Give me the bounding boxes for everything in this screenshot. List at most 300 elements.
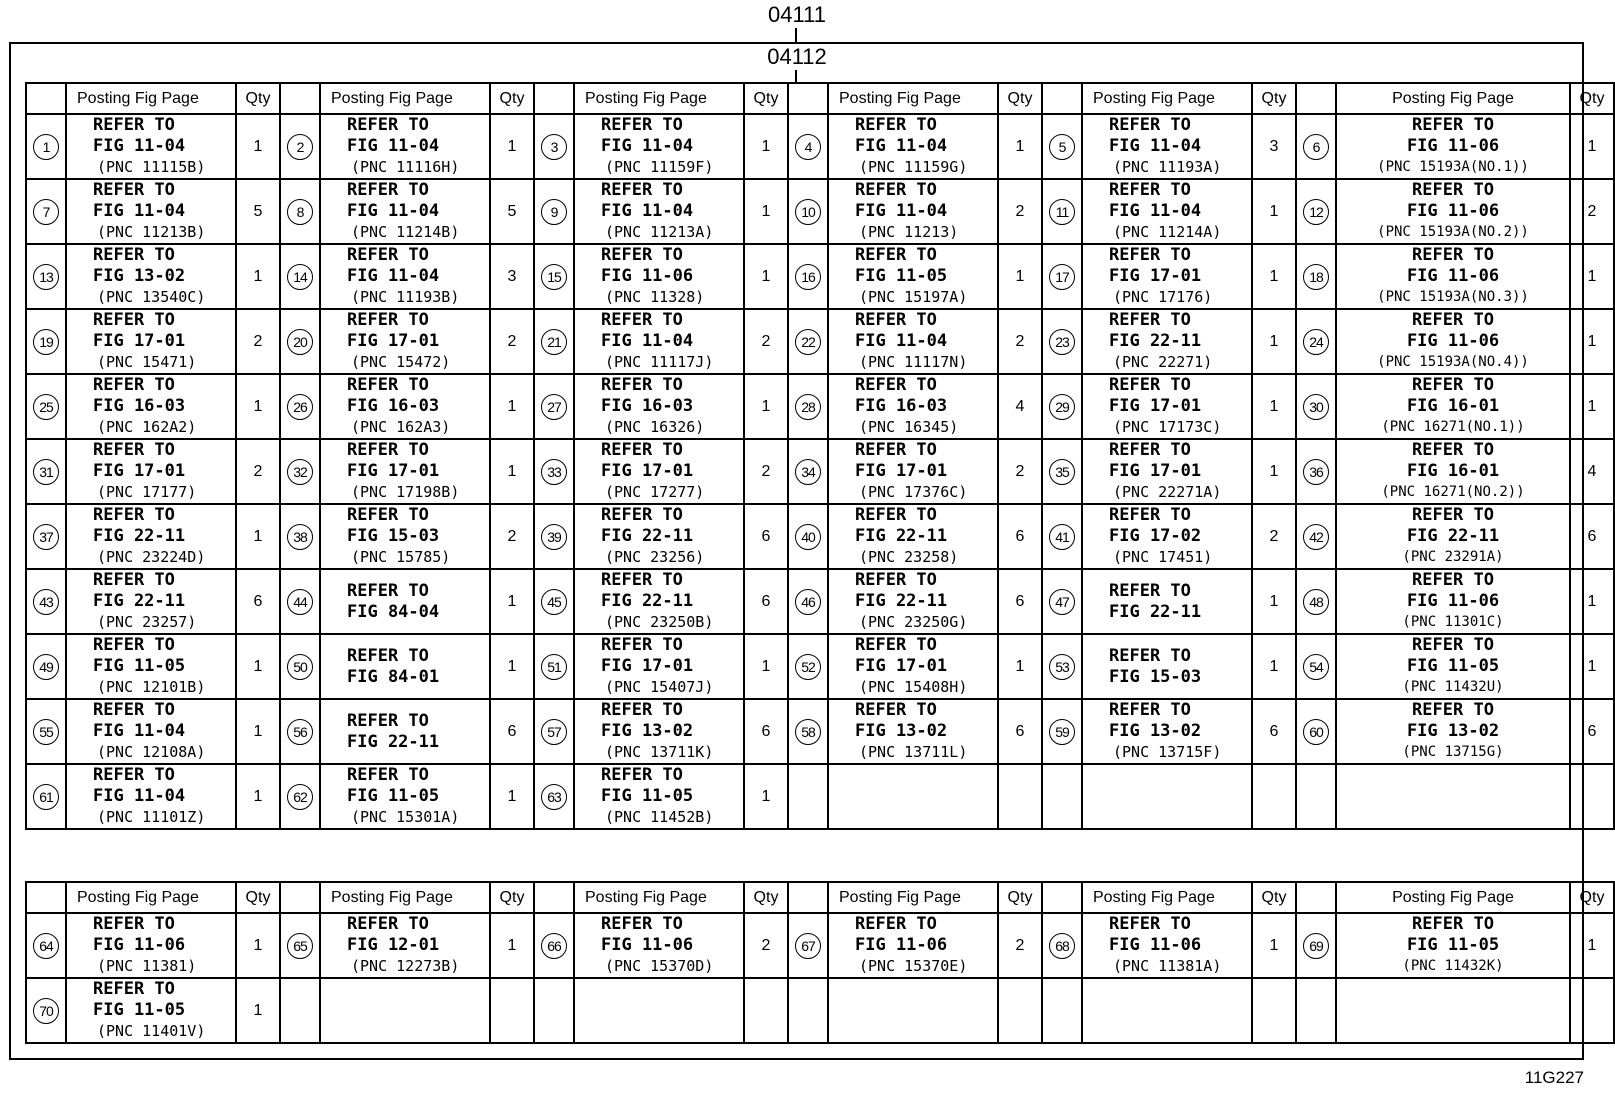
refer-to-label: REFER TO (1109, 375, 1191, 395)
fig-page-ref: FIG 11-05 (93, 1000, 186, 1020)
refer-to-label: REFER TO (347, 765, 429, 785)
fig-page-ref: FIG 16-03 (855, 396, 948, 416)
qty-value: 4 (1587, 462, 1597, 480)
qty-value: 1 (1587, 332, 1597, 350)
item-number-cell (1042, 504, 1082, 569)
fig-page-ref: FIG 11-06 (1406, 331, 1500, 351)
qty-value: 1 (1587, 657, 1597, 675)
item-number: 34 (795, 459, 821, 485)
pnc-code: (PNC 11213) (859, 223, 959, 241)
qty-cell (998, 634, 1042, 699)
qty-value: 1 (507, 936, 517, 954)
item-number: 44 (287, 589, 313, 615)
qty-value: 1 (761, 787, 771, 805)
header-posting: Posting Fig Page (828, 83, 998, 114)
posting-cell (574, 374, 744, 439)
item-number: 12 (1303, 199, 1329, 225)
figure-id: 11G227 (1524, 1068, 1584, 1087)
posting-cell (66, 439, 236, 504)
refer-to-label: REFER TO (1412, 245, 1494, 265)
qty-value: 3 (1269, 137, 1279, 155)
fig-page-ref: FIG 13-02 (601, 721, 694, 741)
refer-to-label: REFER TO (347, 375, 429, 395)
qty-cell (490, 699, 534, 764)
pnc-code: (PNC 11401V) (97, 1022, 206, 1040)
qty-value: 1 (253, 657, 263, 675)
refer-to-label: REFER TO (601, 375, 683, 395)
fig-page-ref: FIG 17-01 (93, 461, 186, 481)
refer-to-label: REFER TO (347, 115, 429, 135)
refer-to-label: REFER TO (1109, 115, 1191, 135)
qty-cell (998, 114, 1042, 179)
qty-value: 1 (253, 527, 263, 545)
pnc-code: (PNC 11452B) (605, 808, 714, 826)
qty-cell (1252, 978, 1296, 1043)
item-number-cell (280, 978, 320, 1043)
qty-cell (1252, 764, 1296, 829)
refer-to-label: REFER TO (855, 245, 937, 265)
qty-cell (744, 764, 788, 829)
item-number-cell (1296, 764, 1336, 829)
pnc-code: (PNC 15193A(NO.1)) (1377, 159, 1529, 175)
fig-page-ref: FIG 11-04 (855, 331, 948, 351)
refer-to-label: REFER TO (347, 245, 429, 265)
item-number-cell (534, 374, 574, 439)
item-number: 70 (33, 998, 59, 1024)
posting-cell (574, 699, 744, 764)
posting-cell (320, 244, 490, 309)
item-number: 6 (1303, 134, 1329, 160)
qty-cell (490, 634, 534, 699)
item-number: 2 (287, 134, 313, 160)
posting-cell (574, 244, 744, 309)
pnc-code: (PNC 11381) (97, 957, 197, 975)
fig-page-ref: FIG 22-11 (1109, 331, 1202, 351)
item-number: 47 (1049, 589, 1075, 615)
fig-page-ref: FIG 17-01 (1109, 266, 1202, 286)
fig-page-ref: FIG 22-11 (1109, 601, 1202, 622)
item-number-cell (788, 504, 828, 569)
pnc-code: (PNC 22271A) (1113, 483, 1222, 501)
fig-page-ref: FIG 11-04 (855, 136, 948, 156)
refer-to-label: REFER TO (855, 180, 937, 200)
pnc-code: (PNC 15408H) (859, 678, 968, 696)
fig-page-ref: FIG 11-05 (93, 656, 186, 676)
fig-page-ref: FIG 11-04 (93, 721, 186, 741)
item-number: 19 (33, 329, 59, 355)
posting-cell (1082, 569, 1252, 634)
table-row (26, 569, 1614, 634)
posting-cell (1336, 569, 1570, 634)
pnc-code: (PNC 15193A(NO.3)) (1377, 289, 1529, 305)
item-number-cell (534, 114, 574, 179)
refer-to-label: REFER TO (93, 505, 175, 525)
posting-cell (1336, 699, 1570, 764)
posting-cell (1082, 634, 1252, 699)
assembly-code-inner: 04112 (767, 44, 827, 69)
item-number: 36 (1303, 459, 1329, 485)
item-number-cell (534, 913, 574, 978)
table-row (26, 504, 1614, 569)
fig-page-ref: FIG 13-02 (855, 721, 948, 741)
pnc-code: (PNC 23224D) (97, 548, 206, 566)
qty-value: 6 (761, 722, 771, 740)
qty-value: 2 (1269, 527, 1279, 545)
header-posting: Posting Fig Page (320, 83, 490, 114)
pnc-code: (PNC 11213B) (97, 223, 206, 241)
table-row (26, 179, 1614, 244)
qty-cell (1570, 179, 1614, 244)
item-number: 49 (33, 654, 59, 680)
item-number-cell (788, 244, 828, 309)
qty-value: 1 (507, 592, 517, 610)
qty-cell (236, 569, 280, 634)
fig-page-ref: FIG 16-03 (93, 396, 186, 416)
qty-cell (1570, 309, 1614, 374)
item-number: 23 (1049, 329, 1075, 355)
refer-to-label: REFER TO (855, 440, 937, 460)
item-number-cell (1042, 309, 1082, 374)
qty-value: 1 (761, 202, 771, 220)
posting-cell (1336, 439, 1570, 504)
header-row (26, 83, 1614, 114)
qty-cell (490, 439, 534, 504)
qty-cell (236, 699, 280, 764)
header-posting: Posting Fig Page (1336, 882, 1570, 913)
pnc-code: (PNC 11115B) (97, 158, 206, 176)
item-number: 39 (541, 524, 567, 550)
refer-to-label: REFER TO (1412, 505, 1494, 525)
header-num-cell (280, 882, 320, 913)
refer-to-label: REFER TO (601, 180, 683, 200)
refer-to-label: REFER TO (855, 914, 937, 934)
refer-to-label: REFER TO (93, 765, 175, 785)
table-row (26, 439, 1614, 504)
item-number-cell (1296, 374, 1336, 439)
posting-cell (828, 504, 998, 569)
refer-to-label: REFER TO (601, 310, 683, 330)
qty-cell (998, 309, 1042, 374)
item-number: 7 (33, 199, 59, 225)
posting-cell (320, 913, 490, 978)
qty-value: 1 (507, 657, 517, 675)
refer-to-label: REFER TO (347, 645, 429, 666)
posting-cell (66, 978, 236, 1043)
item-number-cell (534, 764, 574, 829)
refer-to-label: REFER TO (347, 310, 429, 330)
qty-value: 6 (1015, 592, 1025, 610)
header-qty: Qty (236, 83, 280, 114)
refer-to-label: REFER TO (855, 700, 937, 720)
pnc-code: (PNC 23257) (97, 613, 197, 631)
qty-cell (1570, 764, 1614, 829)
posting-cell (828, 309, 998, 374)
item-number: 61 (33, 784, 59, 810)
qty-value: 1 (761, 137, 771, 155)
fig-page-ref: FIG 22-11 (93, 591, 186, 611)
fig-page-ref: FIG 11-06 (1406, 591, 1500, 611)
posting-cell (828, 913, 998, 978)
item-number: 67 (795, 933, 821, 959)
qty-cell (236, 114, 280, 179)
qty-value: 1 (1587, 137, 1597, 155)
qty-cell (998, 244, 1042, 309)
item-number-cell (280, 244, 320, 309)
table-row (26, 764, 1614, 829)
item-number: 57 (541, 719, 567, 745)
qty-cell (490, 374, 534, 439)
fig-page-ref: FIG 11-06 (855, 935, 948, 955)
fig-page-ref: FIG 11-04 (1109, 201, 1202, 221)
refer-to-label: REFER TO (1109, 700, 1191, 720)
refer-to-label: REFER TO (601, 635, 683, 655)
pnc-code: (PNC 162A3) (351, 418, 451, 436)
pnc-code: (PNC 16271(NO.1)) (1381, 419, 1525, 435)
item-number-cell (788, 978, 828, 1043)
item-number-cell (280, 439, 320, 504)
item-number-cell (280, 504, 320, 569)
refer-to-label: REFER TO (347, 440, 429, 460)
pnc-code: (PNC 23256) (605, 548, 705, 566)
item-number-cell (1042, 634, 1082, 699)
refer-to-label: REFER TO (601, 505, 683, 525)
reference-table-secondary (25, 881, 1615, 1044)
posting-cell (828, 374, 998, 439)
qty-cell (744, 699, 788, 764)
fig-page-ref: FIG 11-05 (347, 786, 440, 806)
item-number-cell (534, 699, 574, 764)
item-number: 11 (1049, 199, 1075, 225)
item-number-cell (788, 699, 828, 764)
item-number-cell (1296, 699, 1336, 764)
pnc-code: (PNC 11117J) (605, 353, 714, 371)
refer-to-label: REFER TO (93, 375, 175, 395)
posting-cell (1082, 913, 1252, 978)
posting-cell (320, 504, 490, 569)
item-number-cell (788, 179, 828, 244)
fig-page-ref: FIG 16-01 (1406, 396, 1500, 416)
item-number-cell (788, 634, 828, 699)
pnc-code: (PNC 11301C) (1402, 614, 1504, 630)
qty-cell (998, 179, 1042, 244)
qty-cell (490, 179, 534, 244)
posting-cell (574, 309, 744, 374)
item-number: 46 (795, 589, 821, 615)
posting-cell (828, 699, 998, 764)
item-number-cell (26, 634, 66, 699)
qty-value: 2 (1015, 202, 1025, 220)
qty-cell (1252, 244, 1296, 309)
fig-page-ref: FIG 17-01 (601, 461, 694, 481)
qty-value: 6 (253, 592, 263, 610)
qty-value: 1 (1587, 397, 1597, 415)
pnc-code: (PNC 13540C) (97, 288, 206, 306)
header-posting: Posting Fig Page (66, 83, 236, 114)
item-number: 58 (795, 719, 821, 745)
qty-cell (1570, 114, 1614, 179)
header-posting: Posting Fig Page (574, 83, 744, 114)
header-qty: Qty (1570, 83, 1614, 114)
fig-page-ref: FIG 22-11 (855, 526, 948, 546)
item-number: 66 (541, 933, 567, 959)
header-num-cell (534, 83, 574, 114)
item-number: 60 (1303, 719, 1329, 745)
qty-cell (236, 504, 280, 569)
item-number: 42 (1303, 524, 1329, 550)
refer-to-label: REFER TO (1109, 245, 1191, 265)
fig-page-ref: FIG 17-02 (1109, 526, 1202, 546)
refer-to-label: REFER TO (93, 570, 175, 590)
fig-page-ref: FIG 11-04 (347, 266, 440, 286)
qty-cell (998, 978, 1042, 1043)
qty-cell (744, 913, 788, 978)
item-number-cell (26, 764, 66, 829)
item-number-cell (1296, 114, 1336, 179)
fig-page-ref: FIG 22-11 (1406, 526, 1500, 546)
item-number-cell (1042, 179, 1082, 244)
qty-cell (998, 374, 1042, 439)
fig-page-ref: FIG 17-01 (601, 656, 694, 676)
qty-cell (236, 978, 280, 1043)
posting-cell (828, 244, 998, 309)
item-number-cell (26, 569, 66, 634)
item-number-cell (788, 439, 828, 504)
pnc-code: (PNC 16271(NO.2)) (1381, 484, 1525, 500)
pnc-code: (PNC 15370D) (605, 957, 714, 975)
posting-cell (1082, 244, 1252, 309)
posting-cell (1082, 504, 1252, 569)
item-number: 62 (287, 784, 313, 810)
qty-cell (744, 978, 788, 1043)
pnc-code: (PNC 162A2) (97, 418, 197, 436)
posting-cell (1336, 978, 1570, 1043)
item-number-cell (1296, 309, 1336, 374)
qty-value: 2 (253, 462, 263, 480)
posting-cell (66, 179, 236, 244)
qty-value: 2 (761, 332, 771, 350)
posting-cell (66, 913, 236, 978)
refer-to-label: REFER TO (855, 310, 937, 330)
refer-to-label: REFER TO (601, 115, 683, 135)
refer-to-label: REFER TO (1412, 440, 1494, 460)
fig-page-ref: FIG 11-06 (1109, 935, 1202, 955)
fig-page-ref: FIG 17-01 (1109, 461, 1202, 481)
item-number: 9 (541, 199, 567, 225)
qty-value: 6 (1587, 527, 1597, 545)
posting-cell (574, 569, 744, 634)
posting-cell (66, 764, 236, 829)
item-number-cell (26, 699, 66, 764)
item-number: 17 (1049, 264, 1075, 290)
qty-cell (236, 309, 280, 374)
qty-value: 4 (1015, 397, 1025, 415)
fig-page-ref: FIG 11-04 (1109, 136, 1202, 156)
refer-to-label: REFER TO (1109, 505, 1191, 525)
refer-to-label: REFER TO (347, 180, 429, 200)
pnc-code: (PNC 15370E) (859, 957, 968, 975)
posting-cell (66, 699, 236, 764)
fig-page-ref: FIG 15-03 (1109, 666, 1202, 687)
item-number-cell (1296, 504, 1336, 569)
fig-page-ref: FIG 16-01 (1406, 461, 1500, 481)
pnc-code: (PNC 11381A) (1113, 957, 1222, 975)
item-number-cell (280, 634, 320, 699)
header-qty: Qty (744, 83, 788, 114)
qty-cell (236, 179, 280, 244)
table-row (26, 634, 1614, 699)
item-number: 52 (795, 654, 821, 680)
qty-cell (490, 978, 534, 1043)
fig-page-ref: FIG 11-04 (347, 201, 440, 221)
qty-value: 1 (1587, 936, 1597, 954)
qty-value: 2 (761, 462, 771, 480)
header-posting: Posting Fig Page (1082, 882, 1252, 913)
refer-to-label: REFER TO (93, 979, 175, 999)
pnc-code: (PNC 12273B) (351, 957, 460, 975)
pnc-code: (PNC 11117N) (859, 353, 968, 371)
header-num-cell (1296, 882, 1336, 913)
item-number: 69 (1303, 933, 1329, 959)
qty-cell (490, 244, 534, 309)
table-row (26, 244, 1614, 309)
qty-cell (1252, 309, 1296, 374)
qty-cell (1252, 634, 1296, 699)
qty-cell (998, 569, 1042, 634)
qty-value: 1 (253, 137, 263, 155)
qty-value: 1 (1269, 267, 1279, 285)
fig-page-ref: FIG 13-02 (1109, 721, 1202, 741)
item-number: 13 (33, 264, 59, 290)
refer-to-label: REFER TO (855, 635, 937, 655)
refer-to-label: REFER TO (855, 115, 937, 135)
qty-value: 1 (1269, 397, 1279, 415)
refer-to-label: REFER TO (1412, 310, 1494, 330)
item-number-cell (534, 439, 574, 504)
item-number-cell (1042, 114, 1082, 179)
qty-cell (490, 309, 534, 374)
qty-value: 5 (507, 202, 517, 220)
item-number-cell (26, 913, 66, 978)
qty-cell (236, 634, 280, 699)
pnc-code: (PNC 11193A) (1113, 158, 1222, 176)
pnc-code: (PNC 15407J) (605, 678, 714, 696)
fig-page-ref: FIG 17-01 (1109, 396, 1202, 416)
item-number: 68 (1049, 933, 1075, 959)
refer-to-label: REFER TO (601, 765, 683, 785)
item-number-cell (26, 374, 66, 439)
qty-value: 1 (253, 722, 263, 740)
posting-cell (574, 764, 744, 829)
refer-to-label: REFER TO (1109, 180, 1191, 200)
posting-cell (1336, 504, 1570, 569)
qty-value: 2 (1015, 936, 1025, 954)
pnc-code: (PNC 23250G) (859, 613, 968, 631)
refer-to-label: REFER TO (1109, 580, 1191, 601)
item-number: 1 (33, 134, 59, 160)
item-number: 4 (795, 134, 821, 160)
qty-value: 1 (1269, 592, 1279, 610)
item-number-cell (1042, 569, 1082, 634)
pnc-code: (PNC 11101Z) (97, 808, 206, 826)
qty-cell (744, 634, 788, 699)
item-number: 18 (1303, 264, 1329, 290)
header-posting: Posting Fig Page (828, 882, 998, 913)
qty-cell (1570, 634, 1614, 699)
posting-cell (320, 978, 490, 1043)
fig-page-ref: FIG 22-11 (93, 526, 186, 546)
item-number: 28 (795, 394, 821, 420)
qty-cell (1252, 439, 1296, 504)
